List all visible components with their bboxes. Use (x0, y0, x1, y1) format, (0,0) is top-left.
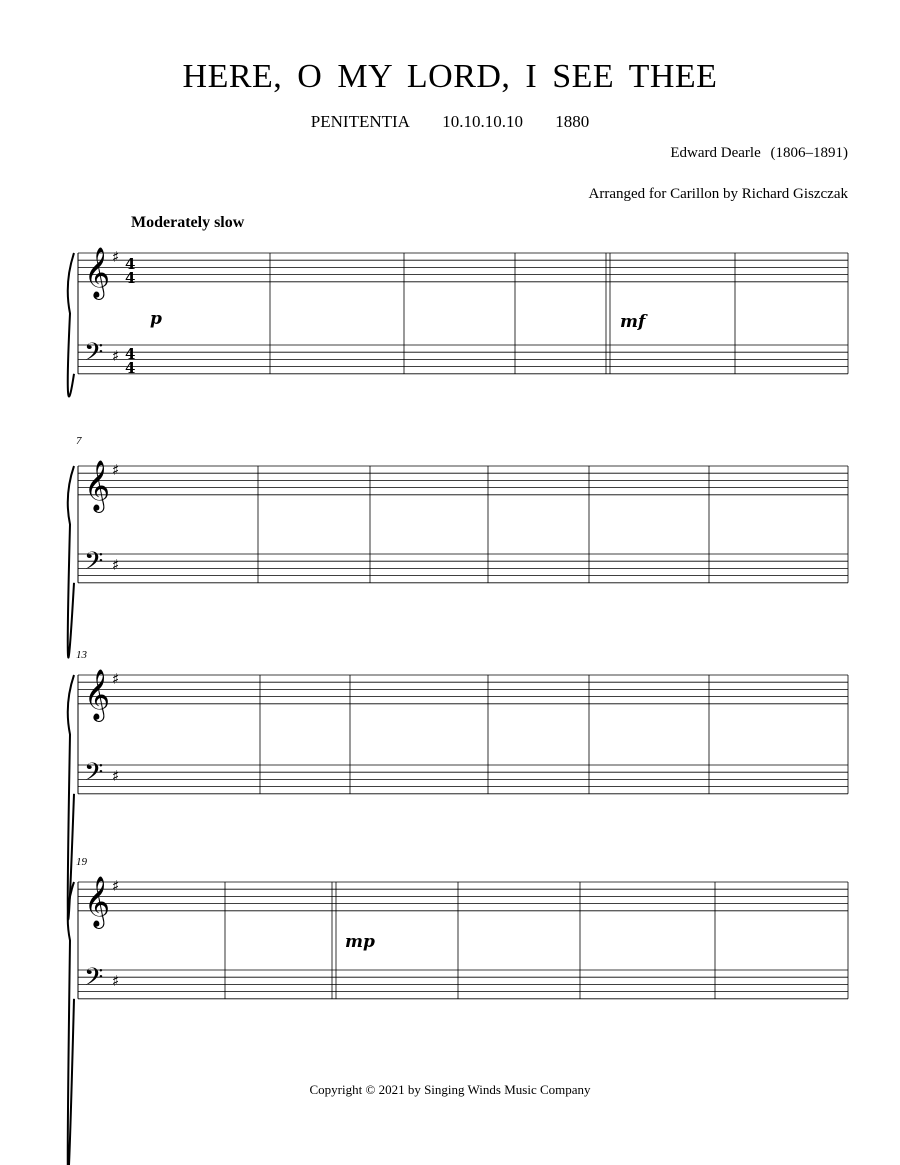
bass-clef-icon: 𝄢 (84, 963, 104, 998)
brace (68, 466, 74, 658)
tempo-marking: Moderately slow (131, 214, 245, 231)
bass-clef-icon: 𝄢 (84, 547, 104, 582)
measure-number-13: 13 (76, 649, 87, 661)
page-title: HERE, O MY LORD, I SEE THEE (182, 58, 718, 95)
brace (68, 253, 74, 396)
tune-name: PENITENTIA (310, 112, 410, 131)
composer-name: Edward Dearle (670, 145, 761, 161)
sharp-icon: ♯ (112, 972, 120, 990)
composer-dates: (1806–1891) (770, 145, 848, 161)
time-signature-top-treble: 4 (125, 255, 136, 273)
sharp-icon: ♯ (112, 461, 120, 479)
dynamic-p: p (150, 309, 162, 329)
brace (68, 882, 74, 1165)
time-signature-bottom-treble: 4 (125, 269, 136, 287)
sharp-icon: ♯ (112, 347, 120, 365)
systems (68, 247, 848, 1165)
meter: 10.10.10.10 (442, 112, 523, 131)
sharp-icon: ♯ (112, 556, 120, 574)
bass-clef-icon: 𝄢 (84, 338, 104, 373)
copyright-footer: Copyright © 2021 by Singing Winds Music Company (309, 1082, 591, 1097)
time-signature-top-bass: 4 (125, 345, 136, 363)
time-signature-bottom-bass: 4 (125, 359, 136, 377)
sharp-icon: ♯ (112, 670, 120, 688)
measure-number-19: 19 (76, 856, 87, 868)
treble-clef-icon: 𝄞 (84, 876, 111, 927)
dynamic-mf: mf (620, 312, 646, 332)
treble-clef-icon: 𝄞 (84, 460, 111, 511)
measure-number-7: 7 (76, 435, 82, 447)
year: 1880 (555, 112, 590, 131)
sharp-icon: ♯ (112, 248, 120, 266)
treble-clef-icon: 𝄞 (84, 247, 111, 298)
bass-clef-icon: 𝄢 (84, 758, 104, 793)
treble-clef-icon: 𝄞 (84, 669, 111, 720)
sharp-icon: ♯ (112, 767, 120, 785)
sharp-icon: ♯ (112, 877, 120, 895)
arranger: Arranged for Carillon by Richard Giszczak (588, 186, 848, 202)
dynamic-mp: mp (345, 932, 375, 952)
